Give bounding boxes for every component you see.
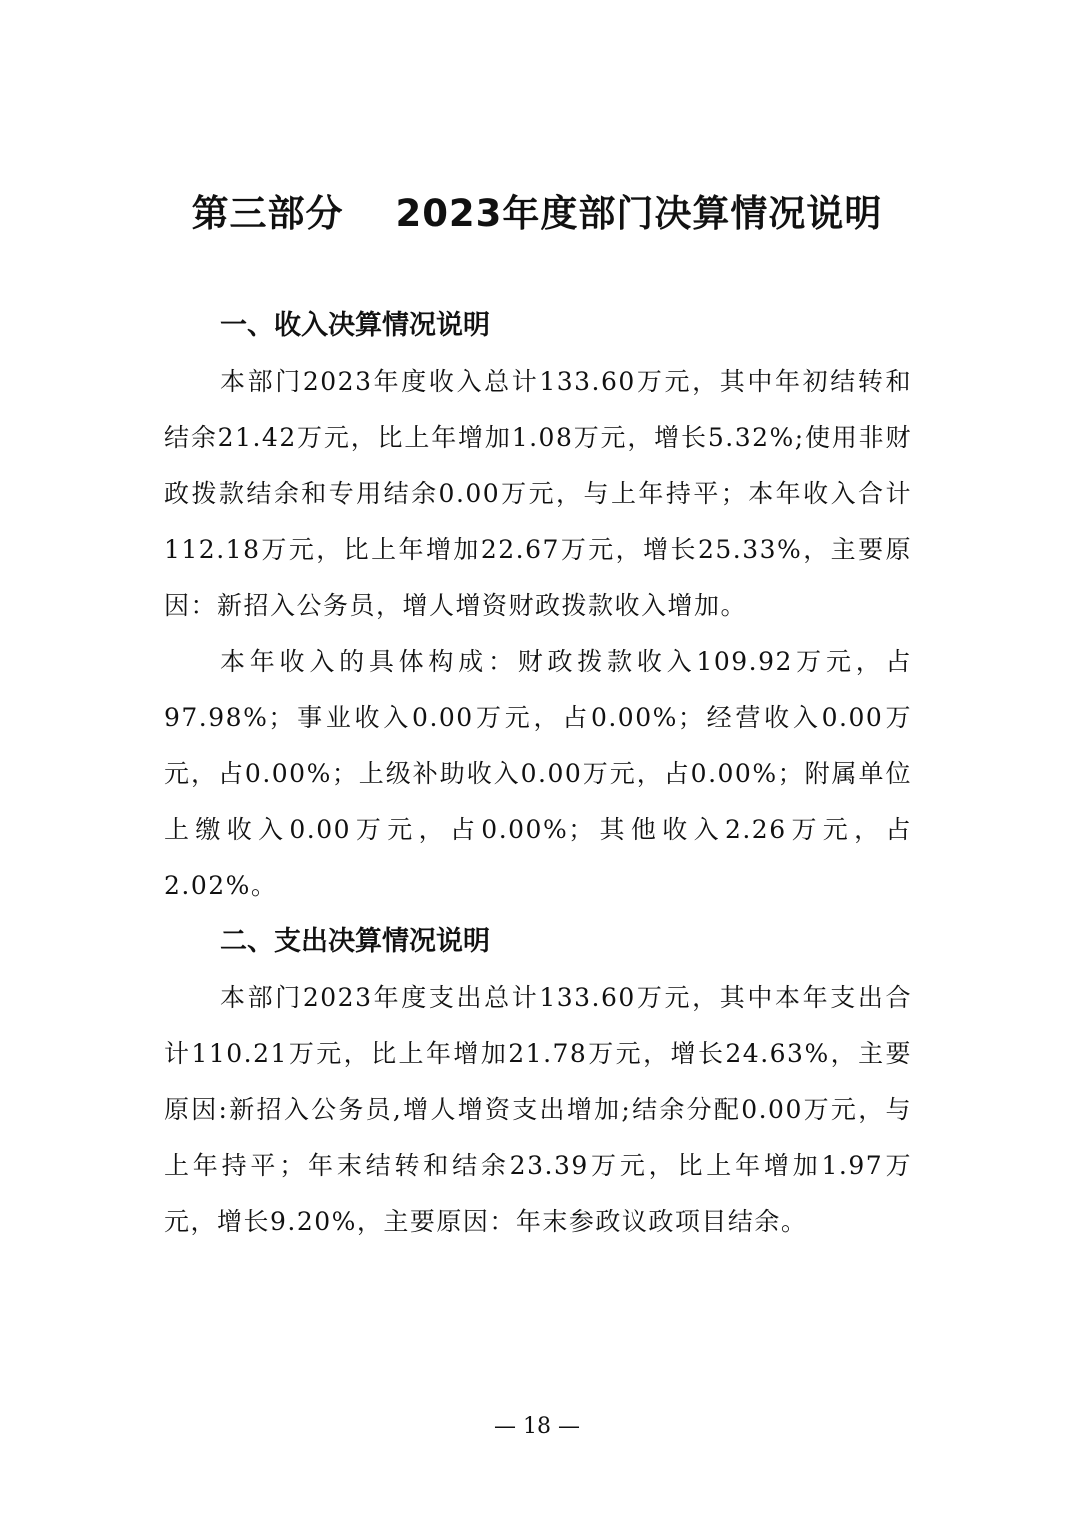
income-composition-paragraph: 本年收入的具体构成：财政拨款收入109.92万元，占97.98%；事业收入0.00万元，占0.00%；经营收入0.00万元，占0.00%；上级补助收入0.00万元，占0.00%；附属单位上缴收入0.00万元，占0.00%；其他收入2.26万元，占2.02%。: [164, 647, 912, 900]
page-title: 第三部分 2023年度部门决算情况说明: [191, 192, 883, 235]
document-body: [164, 298, 912, 1250]
expenditure-section: [164, 914, 912, 1250]
page-number: — 18 —: [494, 1414, 580, 1439]
income-summary-paragraph: 本部门2023年度收入总计133.60万元，其中年初结转和结余21.42万元，比上年增加1.08万元，增长5.32%;使用非财政拨款结余和专用结余0.00万元，与上年持平；本年收入合计112.18万元，比上年增加22.67万元，增长25.33%，主要原因：新招入公务员，增人增资财政拨款收入增加。: [164, 367, 912, 620]
expenditure-summary-paragraph: 本部门2023年度支出总计133.60万元，其中本年支出合计110.21万元，比上年增加21.78万元，增长24.63%，主要原因:新招入公务员,增人增资支出增加;结余分配0.00万元，与上年持平；年末结转和结余23.39万元，比上年增加1.97万元，增长9.20%，主要原因：年末参政议政项目结余。: [164, 983, 912, 1236]
section-heading-income: 一、收入决算情况说明: [220, 310, 490, 341]
section-heading-expenditure: 二、支出决算情况说明: [220, 926, 490, 957]
income-section: [164, 298, 912, 914]
